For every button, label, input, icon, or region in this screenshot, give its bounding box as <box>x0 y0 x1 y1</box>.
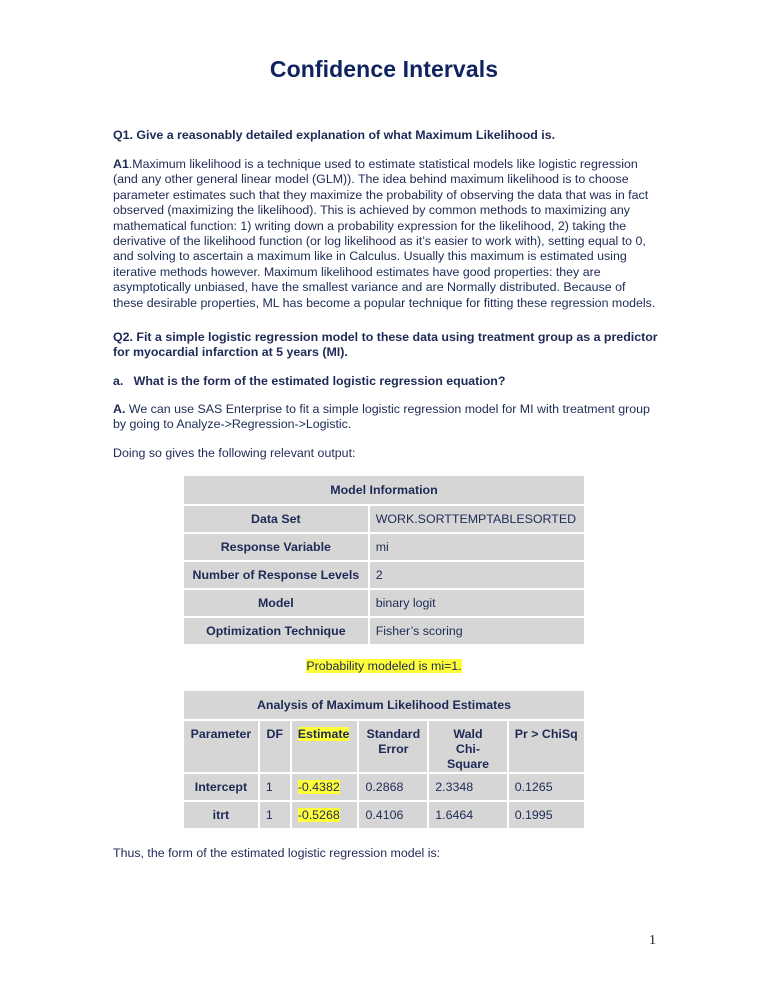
question-1: Q1. Give a reasonably detailed explanation of what Maximum Likelihood is. <box>113 128 556 142</box>
header-df: DF <box>259 720 291 773</box>
table-row <box>183 801 585 829</box>
row-value: mi <box>369 533 585 561</box>
header-pr-chisq: Pr > ChiSq <box>508 720 585 773</box>
header-line: Error <box>378 742 409 756</box>
answer-2 <box>113 402 658 433</box>
table-row <box>183 617 585 645</box>
header-line: Standard <box>366 727 421 741</box>
answer-2-label: A. <box>113 402 126 416</box>
header-wald-chi-square <box>428 720 507 773</box>
row-value: WORK.SORTTEMPTABLESORTED <box>369 505 585 533</box>
mle-estimates-table <box>182 689 586 830</box>
row-value: 2 <box>369 561 585 589</box>
row-label: Optimization Technique <box>183 617 369 645</box>
row-label: Response Variable <box>183 533 369 561</box>
cell-wald-chisq: 2.3348 <box>428 773 507 801</box>
page-title: Confidence Intervals <box>269 56 499 82</box>
header-parameter: Parameter <box>183 720 259 773</box>
cell-df: 1 <box>259 801 291 829</box>
highlighted-header: Estimate <box>297 727 350 741</box>
row-value: binary logit <box>369 589 585 617</box>
table-row <box>183 533 585 561</box>
cell-estimate <box>291 773 359 801</box>
answer-2-text: We can use SAS Enterprise to fit a simple logistic regression model for MI with treatment group by going to Analyze->Regression->Logistic. <box>113 402 650 432</box>
table-caption: Model Information <box>183 475 585 505</box>
row-label: Data Set <box>183 505 369 533</box>
page-number: 1 <box>649 933 656 948</box>
highlighted-value: -0.5268 <box>297 808 340 822</box>
cell-estimate <box>291 801 359 829</box>
cell-std-error: 0.2868 <box>358 773 428 801</box>
table-row <box>183 561 585 589</box>
probability-modeled-note <box>0 659 768 673</box>
question-2: Q2. Fit a simple logistic regression model to these data using treatment group as a predictor for myocardial infarction at 5 years (MI). <box>113 330 658 360</box>
answer-1 <box>113 157 658 311</box>
output-intro-text: Doing so gives the following relevant output: <box>113 446 356 460</box>
row-label: Number of Response Levels <box>183 561 369 589</box>
header-standard-error <box>358 720 428 773</box>
cell-wald-chisq: 1.6464 <box>428 801 507 829</box>
model-information-table <box>182 474 586 646</box>
cell-parameter: Intercept <box>183 773 259 801</box>
table-header-row <box>183 720 585 773</box>
highlighted-value: -0.4382 <box>297 780 340 794</box>
table-row <box>183 589 585 617</box>
header-estimate <box>291 720 359 773</box>
cell-df: 1 <box>259 773 291 801</box>
table-caption: Analysis of Maximum Likelihood Estimates <box>183 690 585 720</box>
cell-pr-chisq: 0.1265 <box>508 773 585 801</box>
cell-parameter: itrt <box>183 801 259 829</box>
cell-pr-chisq: 0.1995 <box>508 801 585 829</box>
row-value: Fisher’s scoring <box>369 617 585 645</box>
row-label: Model <box>183 589 369 617</box>
header-line: Wald <box>453 727 483 741</box>
answer-1-label: A1 <box>113 157 129 171</box>
question-2a: a. What is the form of the estimated logistic regression equation? <box>113 374 506 388</box>
highlighted-note: Probability modeled is mi=1. <box>306 659 462 673</box>
cell-std-error: 0.4106 <box>358 801 428 829</box>
answer-1-text: .Maximum likelihood is a technique used to estimate statistical models like logistic regression (and any other general linear model (GLM)). The idea behind maximum likelihood is to choose parameter estimates such that they maximize the probability of observing the data that was in fact observed (maximizing the likelihood). This is achieved by common methods to maximizing any mathematical function: 1) writing down a probability expression for the likelihood, 2) taking the derivative of the likelihood function (or log likelihood as it’s easier to work with), setting equal to 0, and solving to ascertain a maximum like in Calculus. Usually this maximum is estimated using iterative methods however. Maximum likelihood estimates have good properties: they are asymptotically unbiased, have the smallest variance and are Normally distributed. Because of these desirable properties, ML has become a popular technique for fitting these regression models. <box>113 157 656 310</box>
table-row <box>183 505 585 533</box>
conclusion-text: Thus, the form of the estimated logistic regression model is: <box>113 846 441 860</box>
header-line: Chi-Square <box>446 742 489 771</box>
table-row <box>183 773 585 801</box>
